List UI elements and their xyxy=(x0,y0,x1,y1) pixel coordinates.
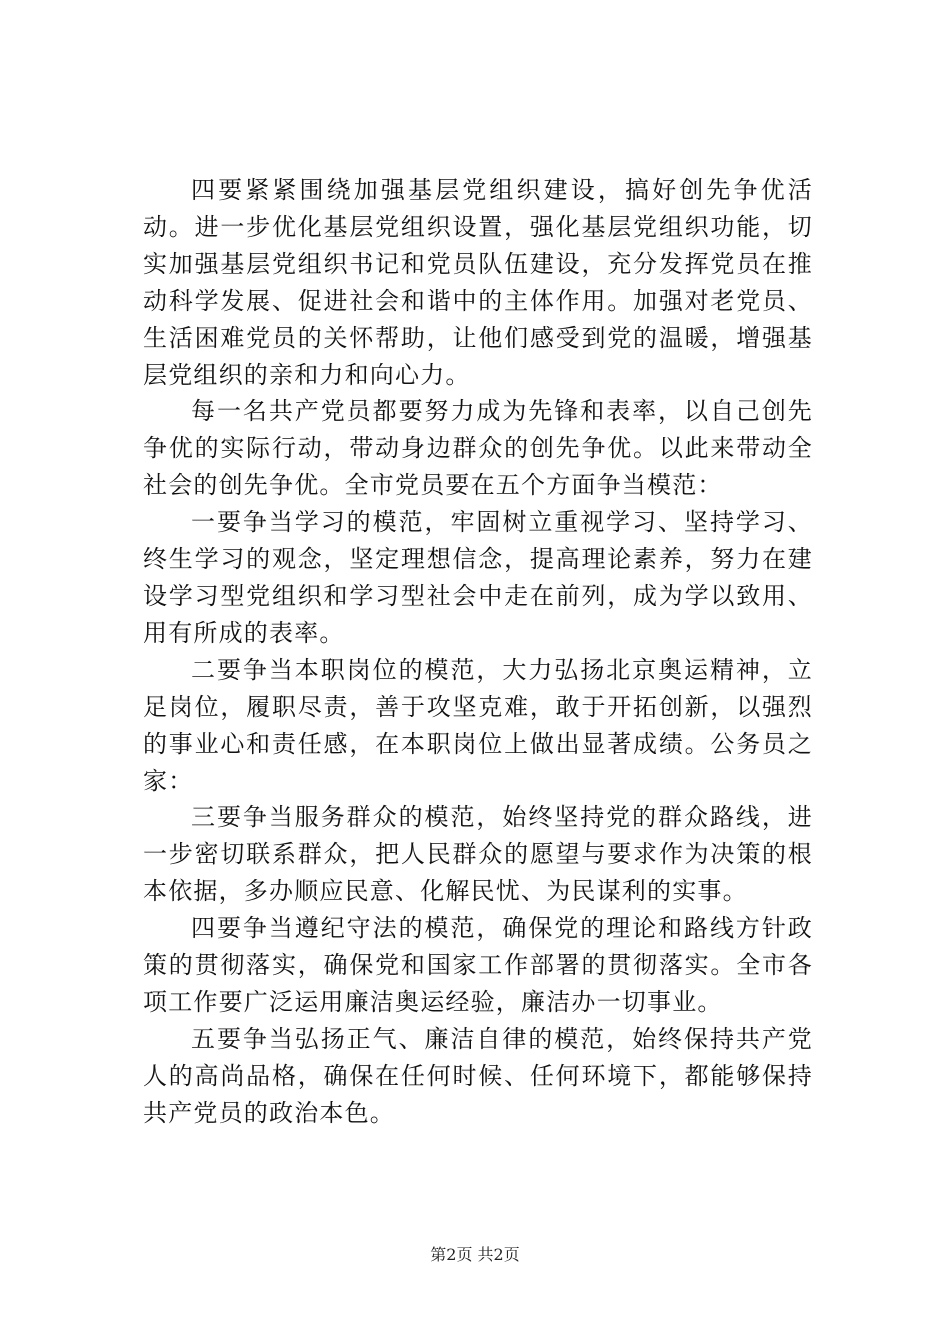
paragraph-7: 五要争当弘扬正气、廉洁自律的模范，始终保持共产党人的高尚品格，确保在任何时候、任何环境下，都能够保持共产党员的政治本色。 xyxy=(143,1024,813,1127)
paragraph-3: 一要争当学习的模范，牢固树立重视学习、坚持学习、终生学习的观念，坚定理想信念，提高理论素养，努力在建设学习型党组织和学习型社会中走在前列，成为学以致用、用有所成的表率。 xyxy=(143,508,813,647)
paragraph-1: 四要紧紧围绕加强基层党组织建设，搞好创先争优活动。进一步优化基层党组织设置，强化基层党组织功能，切实加强基层党组织书记和党员队伍建设，充分发挥党员在推动科学发展、促进社会和谐中的主体作用。加强对老党员、生活困难党员的关怀帮助，让他们感受到党的温暖，增强基层党组织的亲和力和向心力。 xyxy=(143,176,813,389)
document-body xyxy=(143,172,813,1132)
paragraph-6: 四要争当遵纪守法的模范，确保党的理论和路线方针政策的贯彻落实，确保党和国家工作部署的贯彻落实。全市各项工作要广泛运用廉洁奥运经验，廉洁办一切事业。 xyxy=(143,914,813,1016)
page-number-footer: 第2页 共2页 xyxy=(430,1245,520,1264)
paragraph-4: 二要争当本职岗位的模范，大力弘扬北京奥运精神，立足岗位，履职尽责，善于攻坚克难，敢于开拓创新，以强烈的事业心和责任感，在本职岗位上做出显著成绩。公务员之家： xyxy=(143,655,813,795)
paragraph-2: 每一名共产党员都要努力成为先锋和表率，以自己创先争优的实际行动，带动身边群众的创先争优。以此来带动全社会的创先争优。全市党员要在五个方面争当模范： xyxy=(143,397,813,500)
paragraph-5: 三要争当服务群众的模范，始终坚持党的群众路线，进一步密切联系群众，把人民群众的愿望与要求作为决策的根本依据，多办顺应民意、化解民忧、为民谋利的实事。 xyxy=(143,803,813,906)
